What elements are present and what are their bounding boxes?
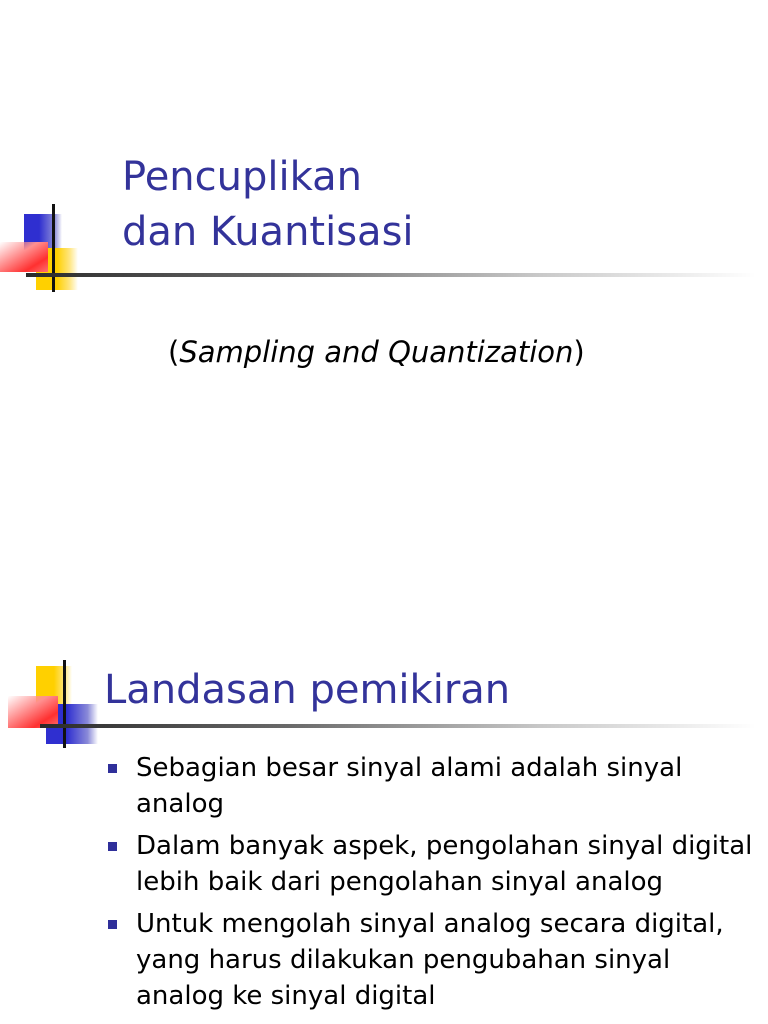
deco-vertical-line-2 <box>63 660 66 748</box>
subtitle-italic-text: Sampling and Quantization <box>179 335 574 369</box>
slide-title-heading <box>122 150 414 260</box>
bullet-square-icon <box>108 764 117 773</box>
corner-decoration-2 <box>0 658 110 758</box>
slide-subtitle <box>168 333 585 371</box>
bullet-text: Sebagian besar sinyal alami adalah sinyal analog <box>136 753 683 819</box>
bullet-text: Untuk mengolah sinyal analog secara digital, yang harus dilakukan pengubahan sinyal analog ke sinyal digital <box>136 909 724 1011</box>
bullet-square-icon <box>108 920 117 929</box>
title-line-2: dan Kuantisasi <box>122 209 414 255</box>
slide-content <box>0 640 768 1024</box>
title-line-1: Pencuplikan <box>122 154 362 200</box>
deco-red-square <box>0 242 48 272</box>
list-item <box>104 906 754 1014</box>
bullet-square-icon <box>108 842 117 851</box>
deco-vertical-line <box>52 204 55 292</box>
title-underline-2 <box>40 724 756 728</box>
bullet-list <box>104 750 754 1020</box>
bullet-text: Dalam banyak aspek, pengolahan sinyal digital lebih baik dari pengolahan sinyal analog <box>136 831 753 897</box>
title-underline <box>26 273 756 277</box>
list-item <box>104 750 754 822</box>
slide-heading: Landasan pemikiran <box>104 667 511 713</box>
subtitle-close-paren: ) <box>573 335 585 369</box>
list-item <box>104 828 754 900</box>
subtitle-open-paren: ( <box>168 335 180 369</box>
corner-decoration <box>0 200 110 300</box>
